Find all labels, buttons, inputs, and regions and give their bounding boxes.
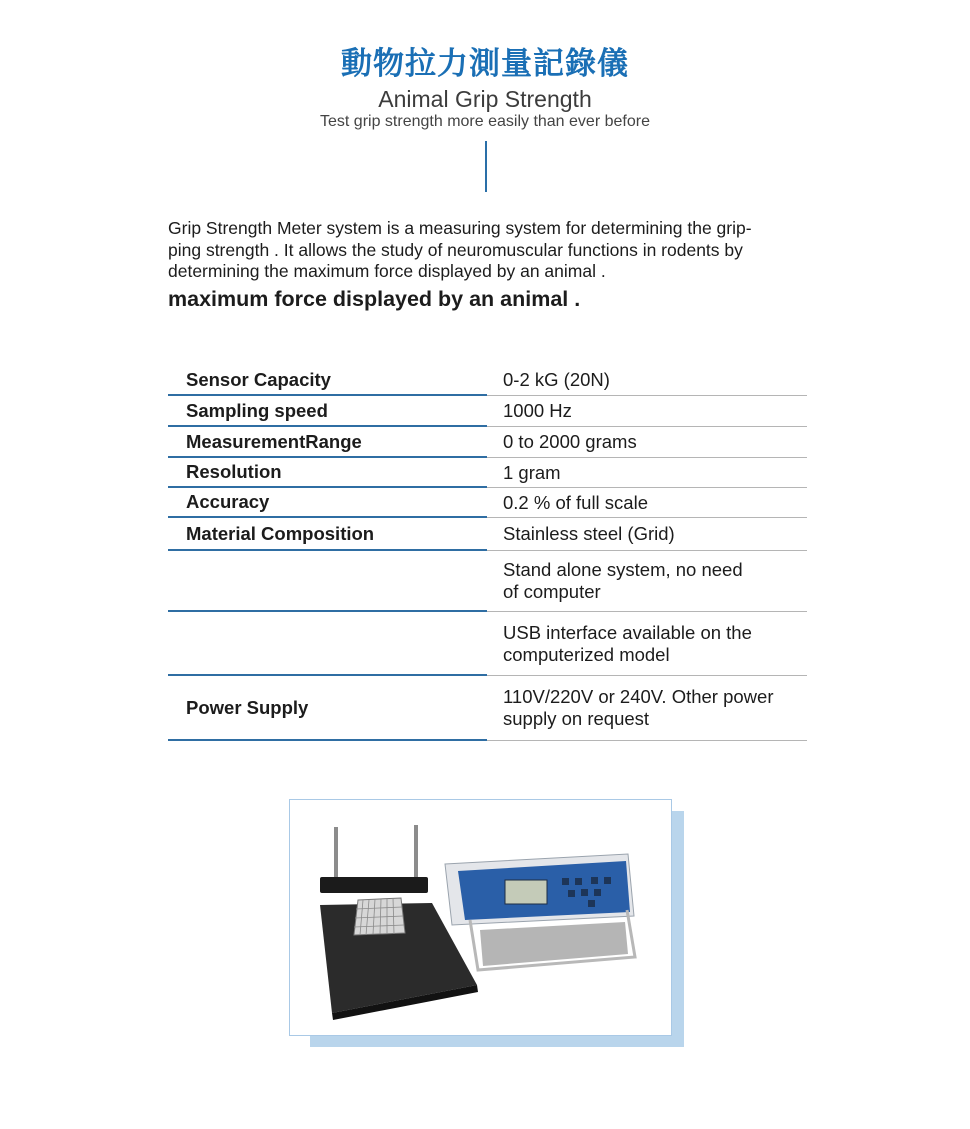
- spec-label: [168, 551, 487, 612]
- spec-row: [168, 458, 807, 488]
- spec-label: Material Composition: [168, 518, 487, 551]
- spec-label: MeasurementRange: [168, 427, 487, 458]
- description-highlight: maximum force displayed by an animal .: [168, 287, 581, 311]
- spec-label: Resolution: [168, 458, 487, 488]
- spec-value: 110V/220V or 240V. Other power supply on request: [487, 676, 807, 741]
- page-title-english: Animal Grip Strength: [378, 86, 592, 112]
- spec-value: USB interface available on the computerized model: [487, 612, 807, 676]
- page-title-chinese: 動物拉力測量記錄儀: [341, 46, 629, 82]
- spec-label: [168, 612, 487, 676]
- spec-label: Accuracy: [168, 488, 487, 518]
- spec-label: Power Supply: [168, 676, 487, 741]
- spec-value: 1000 Hz: [487, 396, 807, 427]
- spec-table: [168, 365, 807, 741]
- spec-row: [168, 676, 807, 741]
- lcd-display: [505, 880, 547, 904]
- description-line: determining the maximum force displayed by an animal .: [168, 261, 606, 281]
- spec-row: [168, 488, 807, 518]
- spec-value: Stainless steel (Grid): [487, 518, 807, 551]
- sensor-bar: [320, 877, 428, 893]
- spec-value: 0 to 2000 grams: [487, 427, 807, 458]
- description-line: Grip Strength Meter system is a measuring system for determining the grip-: [168, 218, 752, 238]
- product-photo: [289, 799, 672, 1036]
- spec-row: [168, 551, 807, 612]
- spec-value: Stand alone system, no need of computer: [487, 551, 807, 612]
- spec-label: Sensor Capacity: [168, 365, 487, 396]
- description-line: ping strength . It allows the study of neuromuscular functions in rodents by: [168, 239, 743, 260]
- spec-row: [168, 612, 807, 676]
- spec-row: [168, 396, 807, 427]
- divider-line: [485, 141, 487, 192]
- spec-row: [168, 427, 807, 458]
- spec-value: 0-2 kG (20N): [487, 365, 807, 396]
- description: [168, 218, 813, 283]
- spec-label: Sampling speed: [168, 396, 487, 427]
- tagline: Test grip strength more easily than ever before: [320, 113, 650, 130]
- grip-strength-meter-illustration: [290, 800, 671, 1035]
- spec-value: 1 gram: [487, 458, 807, 488]
- spec-row: [168, 365, 807, 396]
- spec-row: [168, 518, 807, 551]
- spec-value: 0.2 % of full scale: [487, 488, 807, 518]
